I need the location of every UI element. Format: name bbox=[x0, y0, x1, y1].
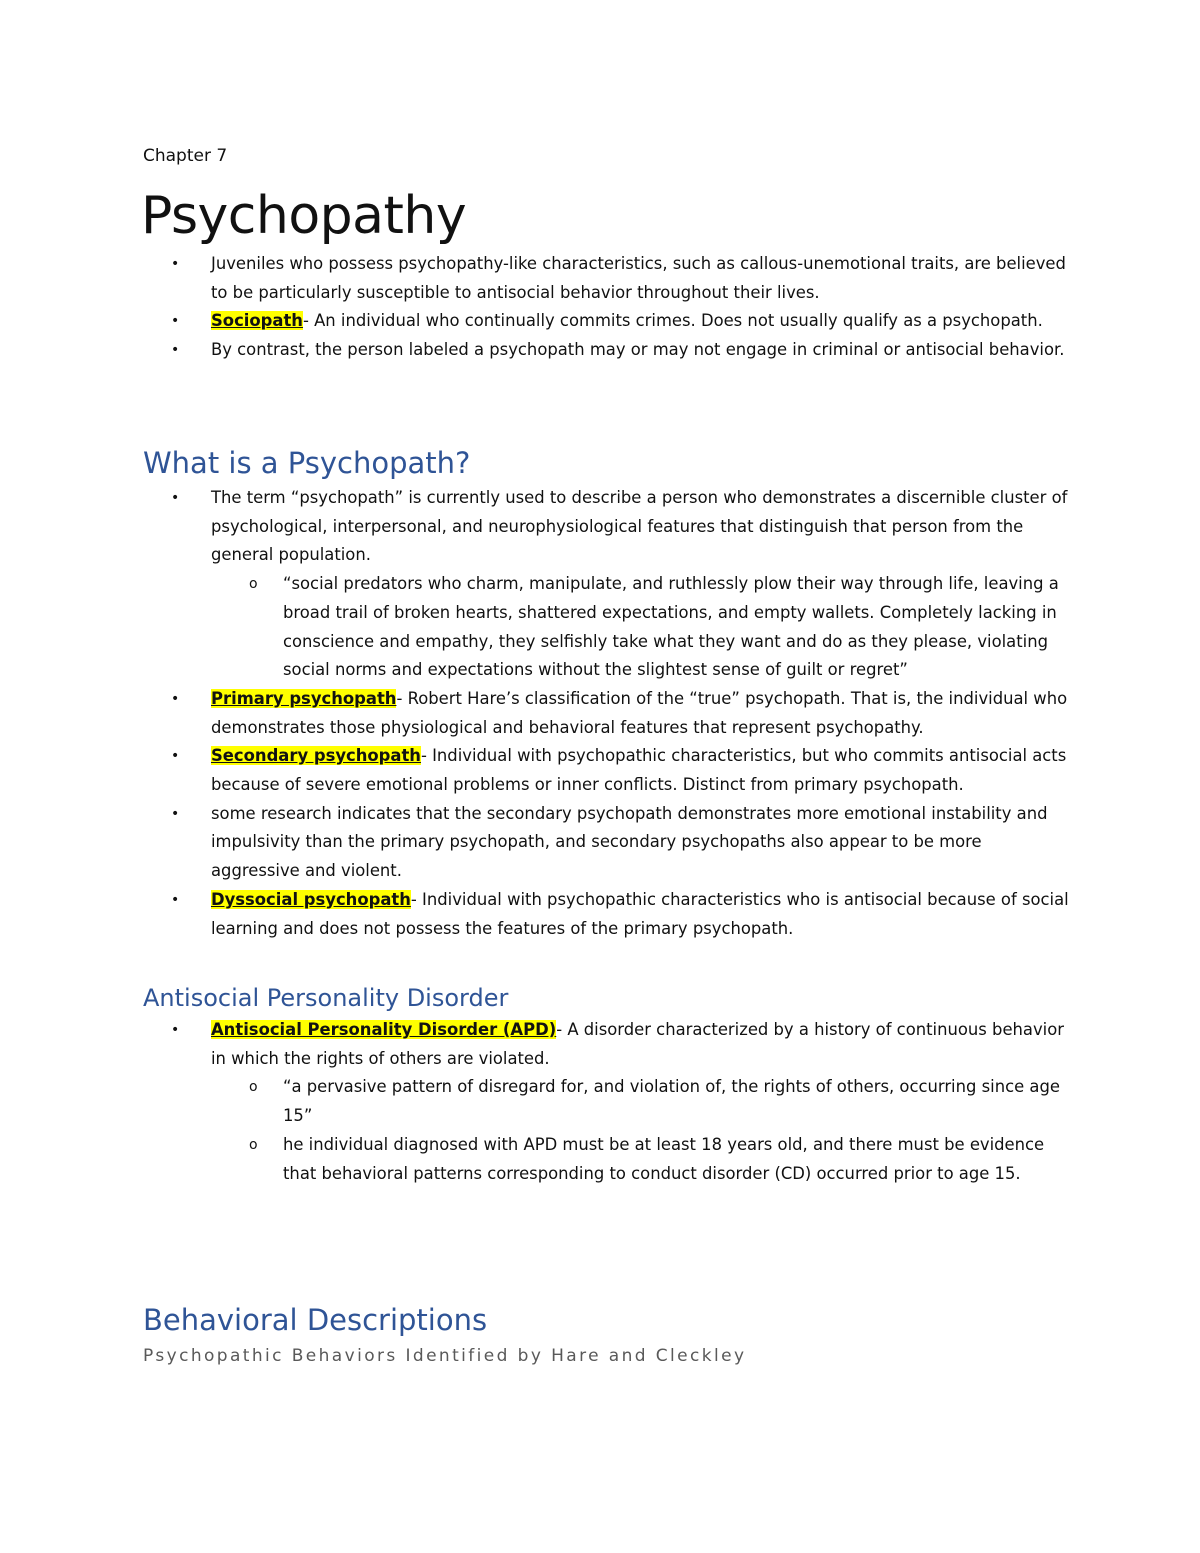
bullet-icon: • bbox=[171, 342, 180, 359]
list-item-text: The term “psychopath” is currently used to describe a person who demonstrates a discernible cluster of psychological, interpersonal, and neurophysiological features that distinguish that person from the general population. bbox=[211, 488, 1068, 565]
list-item-text: Juveniles who possess psychopathy-like characteristics, such as callous-unemotional traits, are believed to be particularly susceptible to antisocial behavior throughout their lives. bbox=[211, 254, 1066, 302]
page-title: Psychopathy bbox=[141, 186, 467, 246]
bullet-icon: • bbox=[171, 805, 180, 822]
bullet-icon: • bbox=[171, 1022, 180, 1038]
list-item bbox=[0, 1016, 1071, 1073]
apd-list bbox=[0, 1016, 1073, 1188]
list-item-text: he individual diagnosed with APD must be at least 18 years old, and there must be evidence that behavioral patterns corresponding to conduct disorder (CD) occurred prior to age 15. bbox=[283, 1134, 1045, 1183]
chapter-label: Chapter 7 bbox=[143, 146, 228, 166]
heading-behavioral-descriptions: Behavioral Descriptions bbox=[143, 1303, 488, 1337]
bullet-icon: • bbox=[171, 748, 180, 765]
subtitle-behaviors: Psychopathic Behaviors Identified by Hare and Cleckley bbox=[143, 1346, 747, 1366]
list-item bbox=[0, 250, 1071, 307]
list-item bbox=[0, 484, 1071, 570]
highlighted-term: Secondary psychopath bbox=[211, 746, 421, 766]
list-item bbox=[0, 886, 1071, 943]
list-item bbox=[0, 685, 1071, 742]
sub-bullet-icon: o bbox=[249, 576, 258, 593]
list-item-text: “social predators who charm, manipulate, and ruthlessly plow their way through life, leaving a broad trail of broken hearts, shattered expectations, and empty wallets. Completely lacking in conscience and empathy, they selfishly take what they want and do as they please, violating social norms and expectations without the slightest sense of guilt or regret” bbox=[283, 574, 1059, 680]
sub-list-item bbox=[0, 1073, 1073, 1130]
sub-list-item bbox=[0, 570, 1073, 685]
list-item-text: - Robert Hare’s classification of the “true” psychopath. That is, the individual who demonstrates those physiological and behavioral features that represent psychopathy. bbox=[211, 688, 1068, 737]
intro-list bbox=[0, 250, 1071, 365]
highlighted-term: Antisocial Personality Disorder (APD) bbox=[211, 1020, 557, 1039]
sub-list-item bbox=[0, 1131, 1073, 1188]
highlighted-term: Sociopath bbox=[211, 311, 303, 331]
list-item bbox=[0, 336, 1071, 365]
sub-bullet-icon: o bbox=[249, 1079, 258, 1096]
what-is-list bbox=[0, 484, 1073, 943]
list-item bbox=[0, 742, 1071, 799]
list-item bbox=[0, 307, 1071, 336]
list-item-text: some research indicates that the secondary psychopath demonstrates more emotional instability and impulsivity than the primary psychopath, and secondary psychopaths also appear to be more aggressive and violent. bbox=[211, 803, 1048, 881]
list-item-text: - Individual with psychopathic characteristics, but who commits antisocial acts because of severe emotional problems or inner conflicts. Distinct from primary psychopath. bbox=[211, 746, 1067, 795]
list-item bbox=[0, 800, 1071, 886]
list-item-text: - A disorder characterized by a history of continuous behavior in which the rights of others are violated. bbox=[211, 1020, 1064, 1068]
heading-what-is-psychopath: What is a Psychopath? bbox=[143, 446, 471, 480]
bullet-icon: • bbox=[171, 313, 180, 330]
highlighted-term: Dyssocial psychopath bbox=[211, 889, 411, 909]
list-item-text: “a pervasive pattern of disregard for, and violation of, the rights of others, occurring since age 15” bbox=[283, 1077, 1060, 1126]
list-item-text: By contrast, the person labeled a psychopath may or may not engage in criminal or antisocial behavior. bbox=[211, 340, 1065, 360]
bullet-icon: • bbox=[171, 690, 180, 707]
highlighted-term: Primary psychopath bbox=[211, 688, 397, 708]
heading-apd: Antisocial Personality Disorder bbox=[143, 984, 509, 1012]
sub-bullet-icon: o bbox=[249, 1136, 258, 1153]
bullet-icon: • bbox=[171, 256, 180, 272]
bullet-icon: • bbox=[171, 891, 180, 908]
list-item-text: - An individual who continually commits crimes. Does not usually qualify as a psychopath. bbox=[302, 311, 1043, 331]
list-item-text: - Individual with psychopathic characteristics who is antisocial because of social learning and does not possess the features of the primary psychopath. bbox=[211, 889, 1069, 938]
bullet-icon: • bbox=[171, 490, 180, 506]
